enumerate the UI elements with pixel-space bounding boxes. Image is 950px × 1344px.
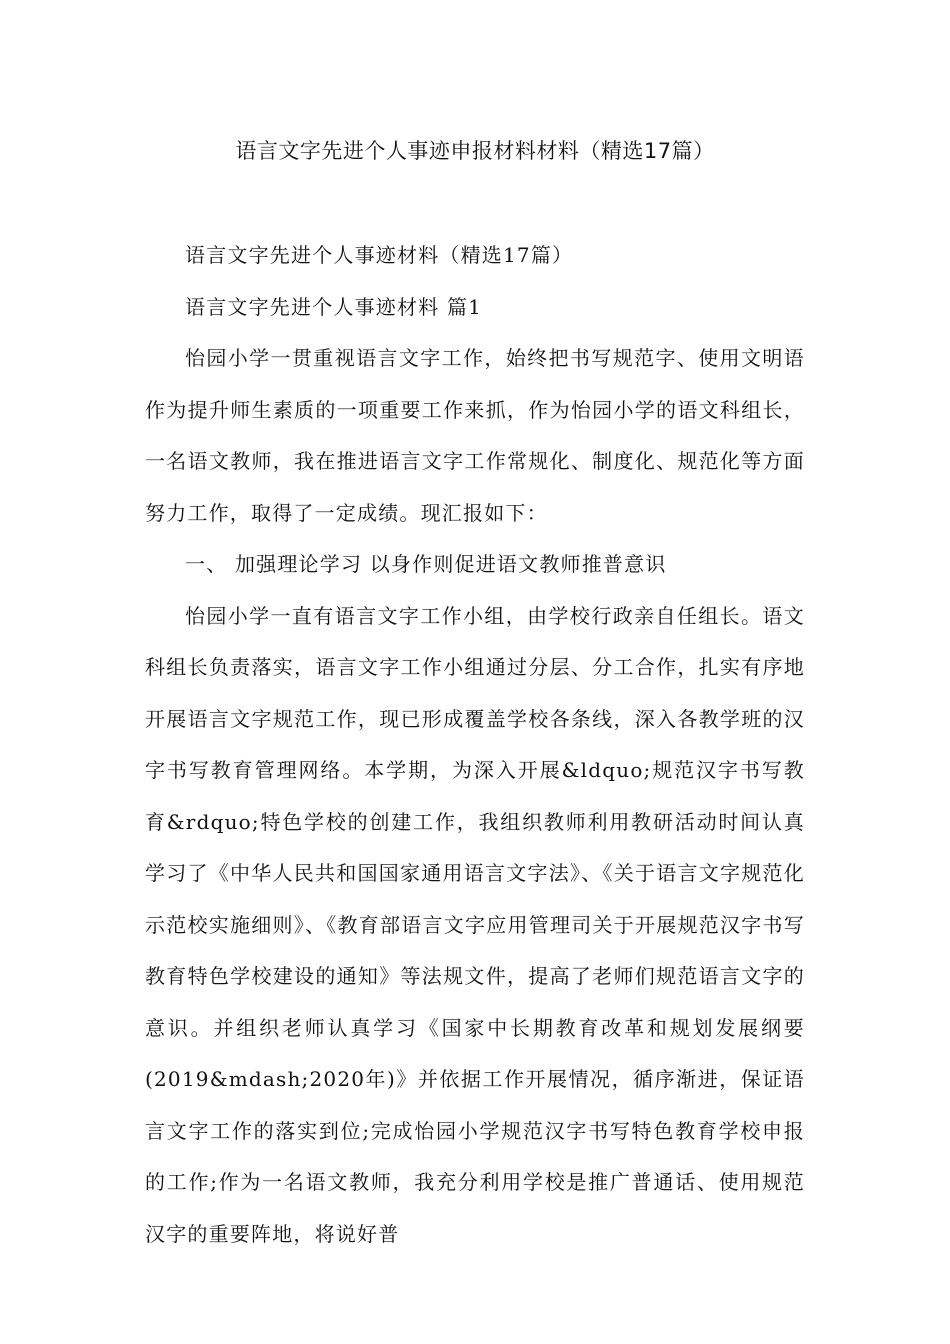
document-title: 语言文字先进个人事迹申报材料材料（精选17篇） (235, 139, 715, 163)
paragraph-subtitle: 语言文字先进个人事迹材料（精选17篇） (185, 243, 574, 267)
paragraph-point-heading: 一、 加强理论学习 以身作则促进语文教师推普意识 (185, 552, 667, 576)
paragraph-intro: 怡园小学一贯重视语言文字工作，始终把书写规范字、使用文明语作为提升师生素质的一项重要工作来抓，作为怡园小学的语文科组长，一名语文教师，我在推进语言文字工作常规化、制度化、规范化等方面努力工作，取得了一定成绩。现汇报如下： (145, 346, 805, 525)
document-body (145, 230, 805, 1260)
paragraph-body: 怡园小学一直有语言文字工作小组，由学校行政亲自任组长。语文科组长负责落实，语言文字工作小组通过分层、分工合作，扎实有序地开展语言文字规范工作，现已形成覆盖学校各条线，深入各教学班的汉字书写教育管理网络。本学期，为深入开展&ldquo;规范汉字书写教育&rdquo;特色学校的创建工作，我组织教师利用教研活动时间认真学习了《中华人民共和国国家通用语言文字法》、《关于语言文字规范化示范校实施细则》、《教育部语言文字应用管理司关于开展规范汉字书写教育特色学校建设的通知》等法规文件，提高了老师们规范语言文字的意识。并组织老师认真学习《国家中长期教育改革和规划发展纲要(2019&mdash;2020年)》并依据工作开展情况，循序渐进，保证语言文字工作的落实到位;完成怡园小学规范汉字书写特色教育学校申报的工作;作为一名语文教师，我充分利用学校是推广普通话、使用规范汉字的重要阵地，将说好普 (145, 603, 805, 1246)
paragraph-section-heading: 语言文字先进个人事迹材料 篇1 (185, 294, 483, 319)
